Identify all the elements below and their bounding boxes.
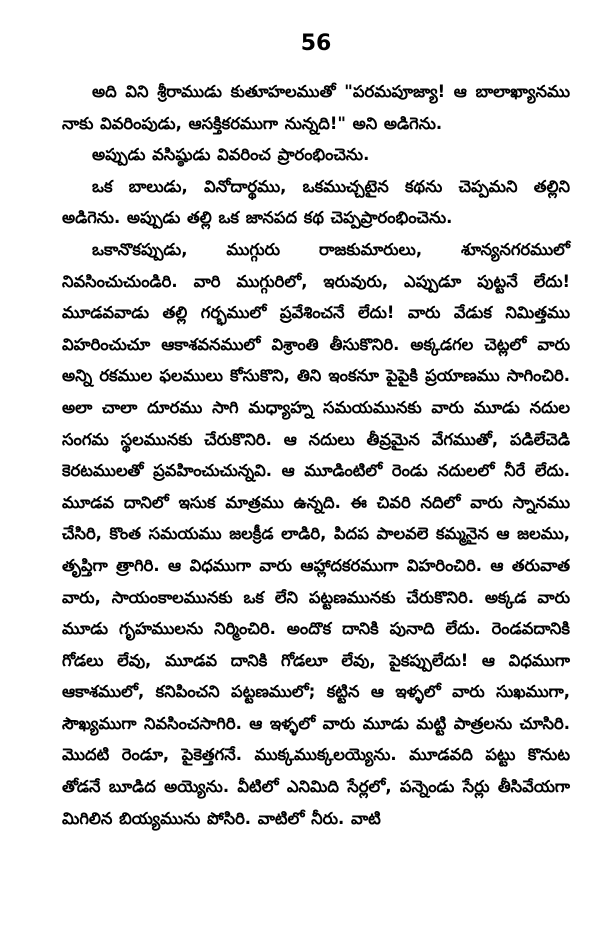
paragraph: ఒక బాలుడు, వినోదార్థము, ఒకముచ్చటైన కథను చెప్పమని తల్లిని అడిగెను. అప్పుడు తల్లి ఒక జానపద కథ చెప్పప్రారంభించెను. [62, 176, 570, 228]
paragraph: ఒకానొకప్పుడు, ముగ్గురు రాజకుమారులు, శూన్యనగరములో నివసించుచుండిరి. వారి ముగ్గురిలో, ఇరువురు, ఎప్పుడూ పుట్టనే లేదు! మూడవవాడు తల్లి గర్భములో ప్రవేశించనే లేదు! వారు వేడుక నిమిత్తము విహరించుచూ ఆకాశవనములో విశ్రాంతి తీసుకొనిరి. అక్కడగల చెట్లలో వారు అన్ని రకముల ఫలములు కోసుకొని, తిని ఇంకనూ పైపైకి ప్రయాణము సాగించిరి. అలా చాలా దూరము సాగి మధ్యాహ్న సమయమునకు వారు మూడు నదుల సంగమ స్థలమునకు చేరుకొనిరి. ఆ నదులు తీవ్రమైన వేగముతో, పడిలేచెడి కెరటములతో ప్రవహించుచున్నవి. ఆ మూడింటిలో రెండు నదులలో నీరే లేదు. మూడవ దానిలో ఇసుక మాత్రము ఉన్నది. ఈ చివరి నదిలో వారు స్నానము చేసిరి, కొంత సమయము జలక్రీడ లాడిరి, పిదప పాలవలె కమ్మనైన ఆ జలము, తృప్తిగా త్రాగిరి. ఆ విధముగా వారు ఆహ్లాదకరముగా విహరించిరి. ఆ తరువాత వారు, సాయంకాలమునకు ఒక లేని పట్టణమునకు చేరుకొనిరి. అక్కడ వారు మూడు గృహములను నిర్మించిరి. అందొక దానికి పునాది లేదు. రెండవదానికి గోడలు లేవు, మూడవ దానికి గోడలూ లేవు, పైకప్పులేదు! ఆ విధముగా ఆకాశములో, కనిపించని పట్టణములో; కట్టిన ఆ ఇళ్ళలో వారు సుఖముగా, సౌఖ్యముగా నివసించసాగిరి. ఆ ఇళ్ళలో వారు మూడు మట్టి పాత్రలను చూసిరి. మొదటి రెండూ, పైకెత్తగనే. ముక్కముక్కలయ్యెను. మూడవది పట్టు కొనుట తోడనే బూడిద అయ్యెను. వీటిలో ఎనిమిది సేర్లలో, పన్నెండు సేర్లు తీసివేయగా మిగిలిన బియ్యమును పోసిరి. వాటిలో నీరు. వాటి [62, 239, 570, 828]
paragraph: అప్పుడు వసిష్ఠుడు వివరించ ప్రారంభించెను. [92, 145, 370, 165]
paragraph: అది విని శ్రీరాముడు కుతూహలముతో "పరమపూజ్యా! ఆ బాలాఖ్యానము నాకు వివరింపుడు, ఆసక్తికరముగా నున్నది!" అని అడిగెను. [62, 82, 570, 133]
page-number: 56 [300, 31, 332, 56]
